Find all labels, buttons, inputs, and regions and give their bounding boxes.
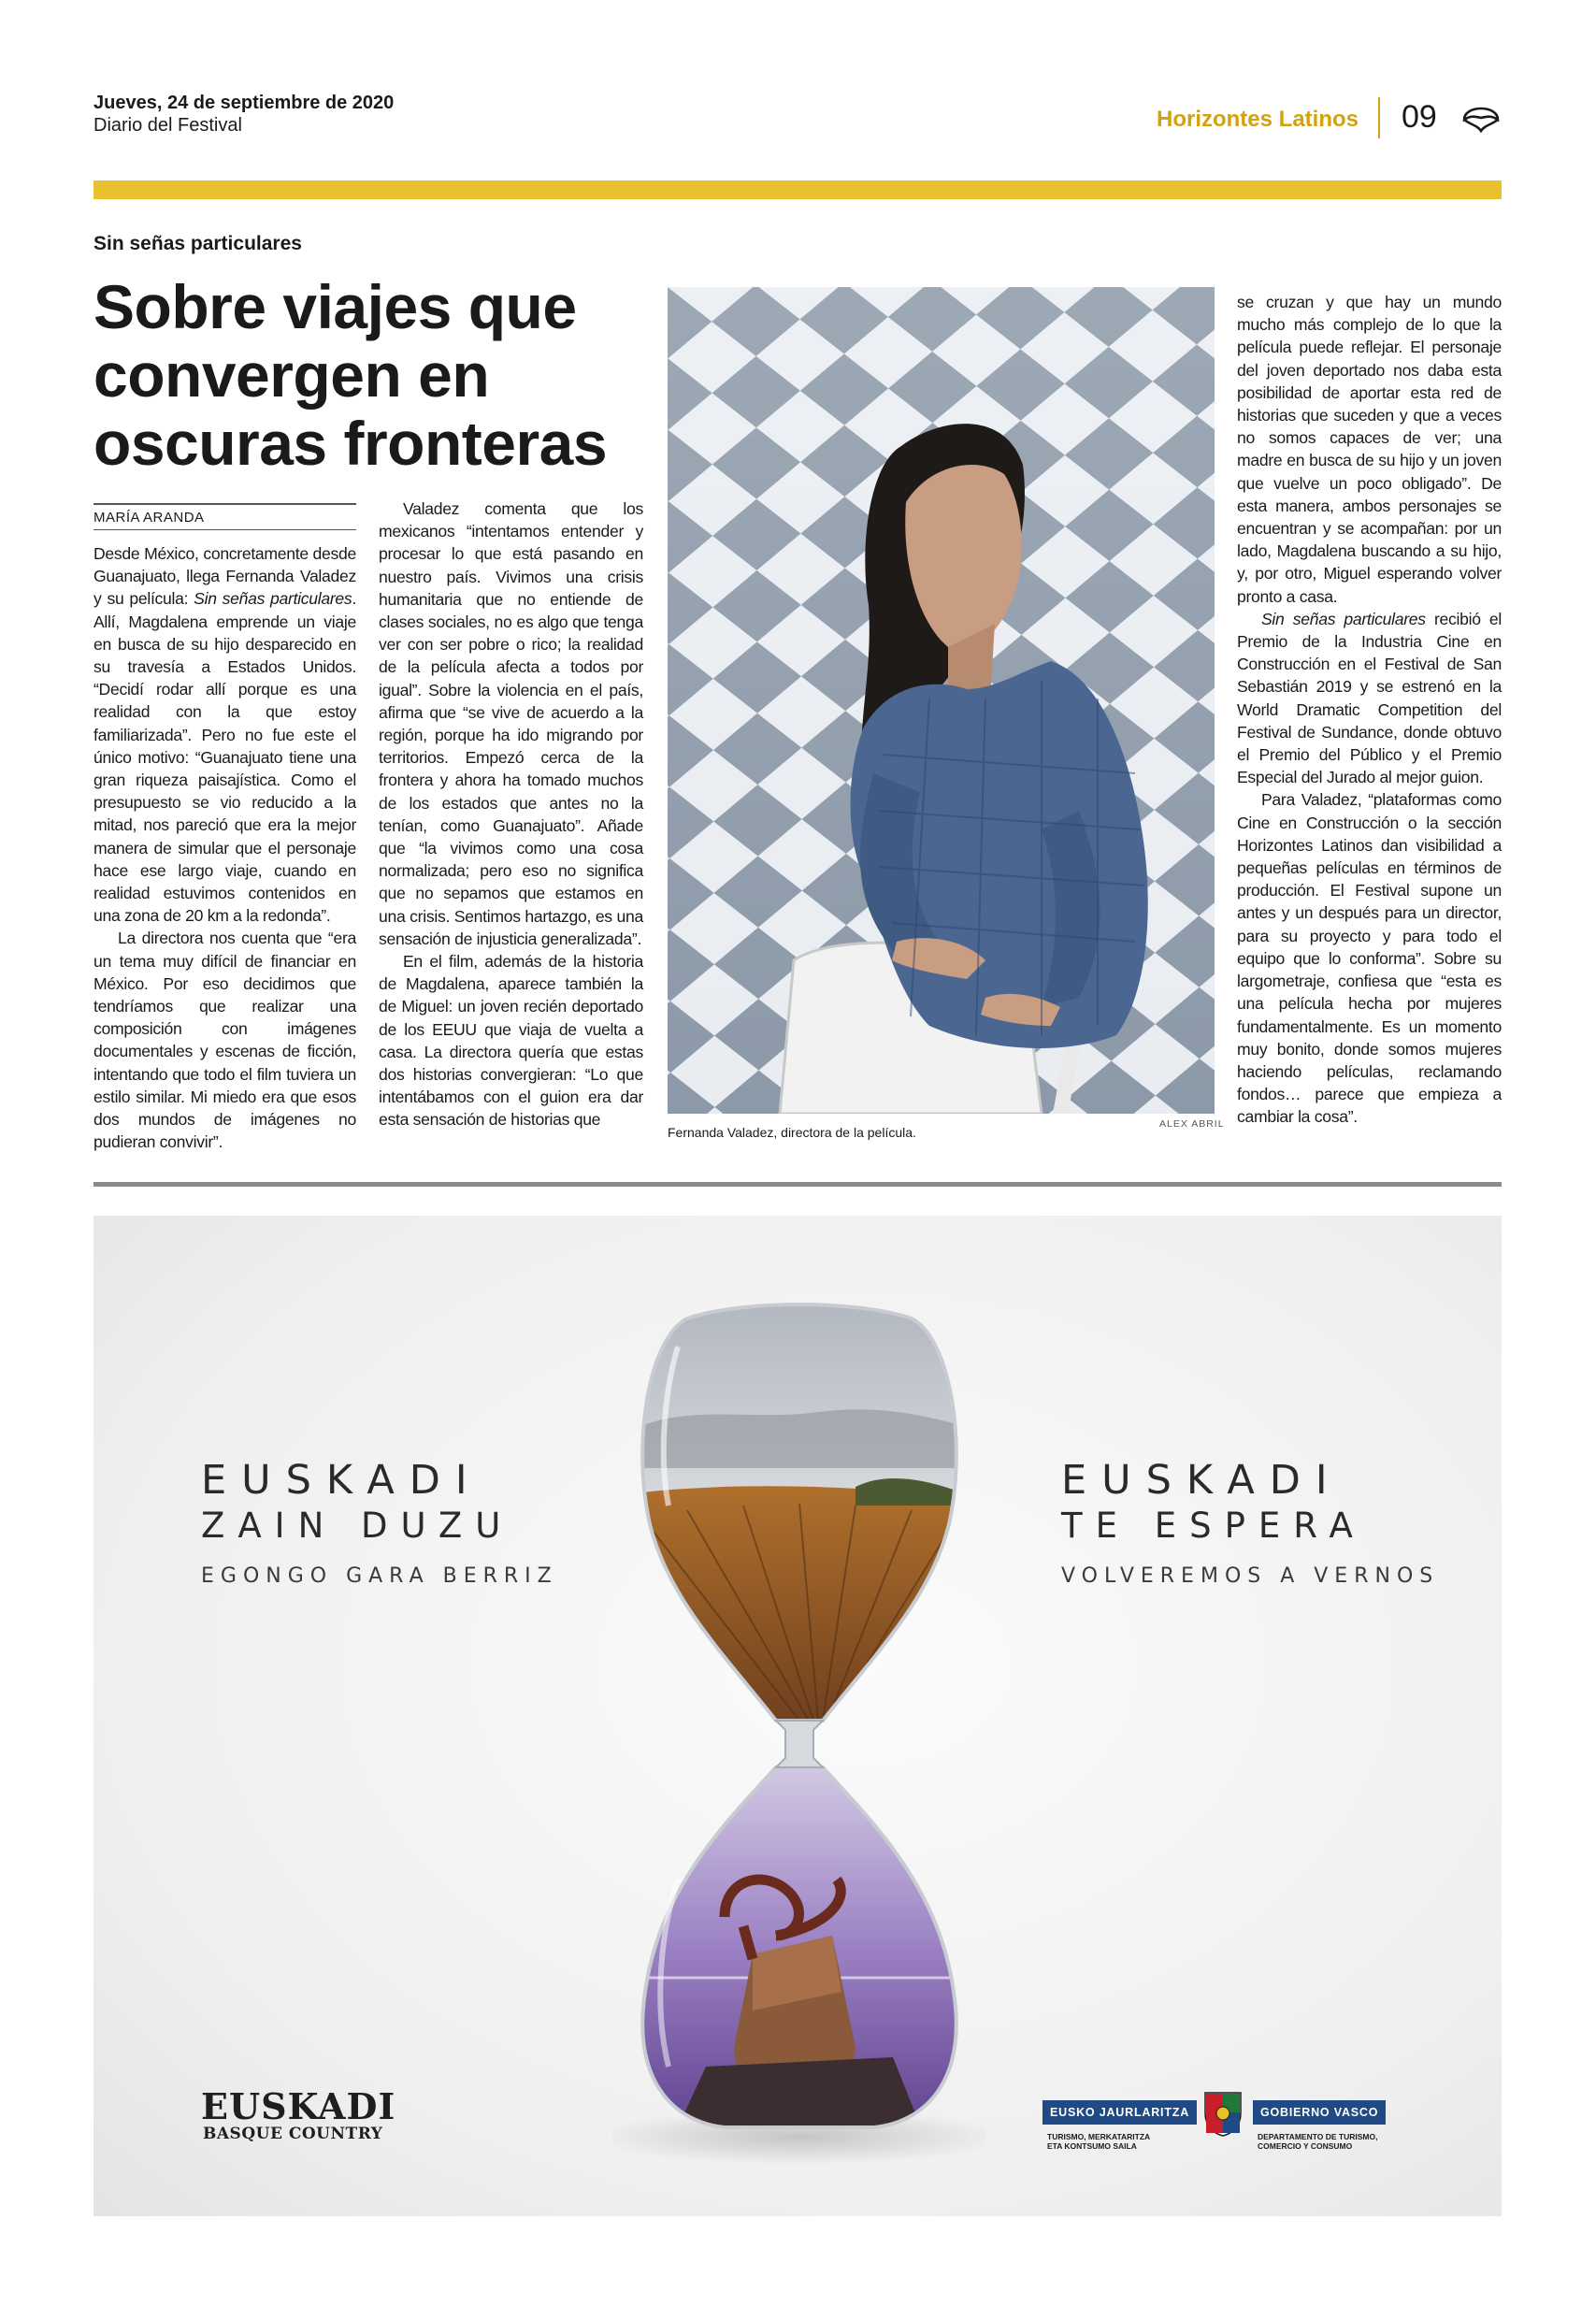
paragraph: Desde México, concretamente desde Guanajuato, llega Fernanda Valadez y su película: Sin señas particulares. Allí, Magdalena emprende un viaje en busca de su hijo desparecido en su travesía a Estados Unidos. “Decidí rodar allí porque es una realidad con la que estoy familiarizada”. Pero no fue este el único motivo: “Guanajuato tiene una gran riqueza paisajística. Como el presupuesto se vio reducido a la mitad, nos pareció que era la mejor manera de simular que el personaje hace ese largo viaje, cuando en realidad estuvimos contenidos en una zona de 20 km a la redonda”. [93, 544, 356, 926]
hourglass-illustration [612, 1281, 986, 2169]
dept-name-spanish: DEPARTAMENTO DE TURISMO, COMERCIO Y CONSUMO [1258, 2132, 1378, 2151]
shell-icon [1460, 97, 1502, 135]
article-byline: MARÍA ARANDA [93, 510, 205, 526]
photo-credit: ALEX ABRIL [1159, 1118, 1225, 1130]
article-column-3 [1237, 291, 1502, 1129]
paragraph: Sin señas particulares recibió el Premio de la Industria Cine en Construcción en el Festival de San Sebastián 2019 y se estrenó en la World Dramatic Competition del Festival de Sundance, donde obtuvo el Premio del Público y el Premio Especial del Jurado al mejor guion. [1237, 609, 1502, 787]
page-number: 09 [1402, 99, 1437, 135]
section-divider [93, 1182, 1502, 1187]
section-color-bar [93, 180, 1502, 199]
article-kicker: Sin señas particulares [93, 233, 302, 254]
ad-left-line-1: EUSKADI [201, 1457, 482, 1504]
dept-name-basque: TURISMO, MERKATARITZA ETA KONTSUMO SAILA [1047, 2132, 1151, 2151]
gov-name-spanish: GOBIERNO VASCO [1253, 2100, 1386, 2125]
issue-date: Jueves, 24 de septiembre de 2020 [93, 93, 395, 113]
header-divider [1378, 97, 1380, 138]
byline-rule-bottom [93, 529, 356, 530]
tourism-advertisement [93, 1216, 1502, 2216]
ad-left-line-2: ZAIN DUZU [201, 1506, 514, 1546]
paragraph: Para Valadez, “plataformas como Cine en Construcción o la sección Horizontes Latinos dan visibilidad a pequeñas películas en términos de producción. El Festival supone un antes y un después para un director, para su proyecto y para todo el equipo que lo conforma”. Sobre su largometraje, confiesa que “esta es una película hecha por mujeres fundamentalmente. Es un momento muy bonito, donde somos mujeres haciendo películas, reclamando fondos… parece que empieza a cambiar la cosa”. [1237, 790, 1502, 1127]
paragraph: Valadez comenta que los mexicanos “intentamos entender y procesar lo que está pasando en nuestro país. Vivimos una crisis humanitaria que no entiende de clases sociales, no es algo que tenga ver con ser pobre o rico; la realidad de la película afecta a todos por igual”. Sobre la violencia en el país, afirma que “se vive de acuerdo a la región, porque ha ido migrando por territorios. Empezó cerca de la frontera y ahora ha tomado muchos de los estados que antes no la tenían, como Guanajuato”. Añade que “la vivimos como una cosa normalizada; pero eso no significa que no sepamos que estamos en una crisis. Sentimos hartazgo, es una sensación de injusticia generalizada”. [379, 499, 643, 948]
euskadi-logo: EUSKADI [201, 2085, 396, 2127]
ad-right-line-1: EUSKADI [1061, 1457, 1343, 1504]
director-photo [668, 287, 1215, 1114]
ad-right-line-2: TE ESPERA [1061, 1506, 1366, 1546]
publication-name: Diario del Festival [93, 115, 242, 136]
article-headline: Sobre viajes que convergen en oscuras fronteras [93, 272, 608, 478]
paragraph: En el film, además de la historia de Magdalena, aparece también la de Miguel: un joven recién deportado de los EEUU que viaja de vuelta a casa. La directora quería que estas dos historias convergieran: “Lo que intentábamos con el guion era dar esta sensación de historias que [379, 952, 643, 1130]
basque-country-logo-text: BASQUE COUNTRY [203, 2125, 383, 2143]
article-column-2 [379, 497, 643, 1131]
paragraph: La directora nos cuenta que “era un tema muy difícil de financiar en México. Por eso decidimos que tendríamos que realizar una composición con imágenes documentales y escenas de ficción, intentando que todo el film tuviera un estilo similar. Mi miedo era que esos dos mundos de imágenes no pudieran convivir”. [93, 929, 356, 1152]
paragraph: se cruzan y que hay un mundo mucho más complejo de lo que la película puede reflejar. El personaje del joven deportado nos daba esta posibilidad de aportar esta red de historias que suceden y que a veces no somos capaces de ver; una madre en busca de su hijo y un joven que vuelve un poco obligado”. De esta manera, ambos personajes se encuentran y se acompañan: por un lado, Magdalena buscando a su hijo, y, por otro, Miguel esperando volver pronto a casa. [1237, 293, 1502, 606]
photo-caption: Fernanda Valadez, directora de la película. [668, 1125, 916, 1140]
ad-right-line-3: VOLVEREMOS A VERNOS [1061, 1564, 1440, 1588]
section-name: Horizontes Latinos [1156, 107, 1359, 132]
ad-left-line-3: EGONGO GARA BERRIZ [201, 1564, 558, 1588]
gov-name-basque: EUSKO JAURLARITZA [1042, 2100, 1197, 2125]
article-column-1 [93, 542, 356, 1153]
byline-rule-top [93, 503, 356, 505]
basque-coat-of-arms-icon [1201, 2089, 1244, 2138]
